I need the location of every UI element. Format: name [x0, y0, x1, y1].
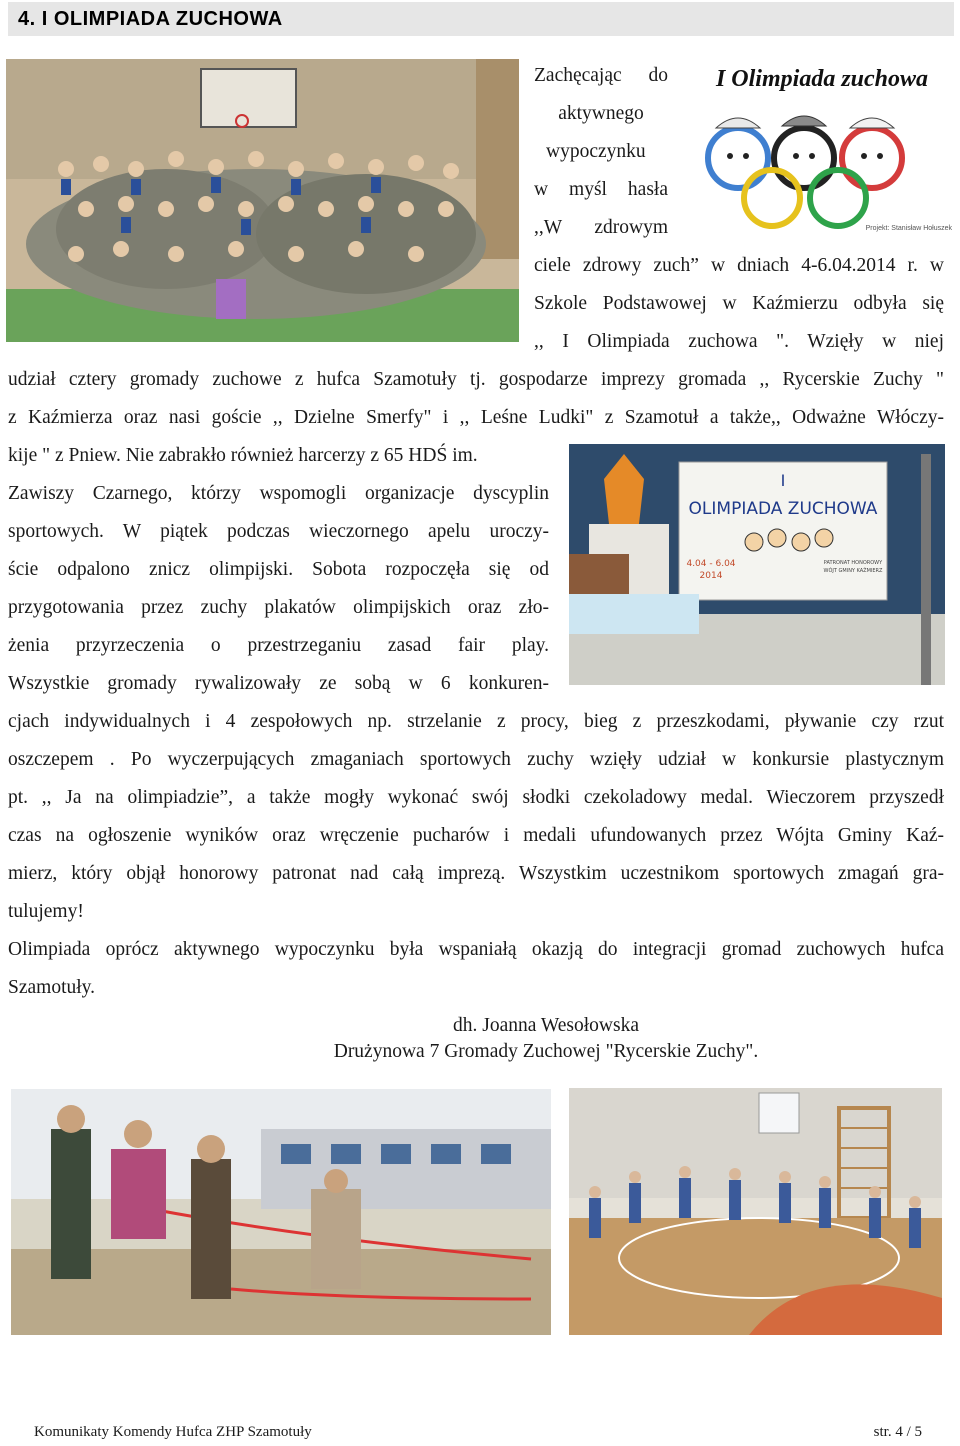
- text-line: Olimpiada oprócz aktywnego wypoczynku była wspaniałą okazją do integracji gromad zuchowych hufca: [8, 939, 944, 960]
- text-line: ście odpalono znicz olimpijski. Sobota rozpoczęła się od: [8, 559, 549, 580]
- text-line: kije " z Pniew. Nie zabrakło również harcerzy z 65 HDŚ im.: [8, 445, 478, 466]
- poster-patron-1: PATRONAT HONOROWY: [823, 560, 883, 566]
- poster-patron-2: WÓJT GMINY KAŹMIERZ: [823, 568, 883, 574]
- section-title: 4. I OLIMPIADA ZUCHOWA: [18, 8, 283, 30]
- paragraph-left-column: [8, 437, 549, 703]
- gym-photo: [569, 1088, 942, 1335]
- poster-dates-2: 2014: [699, 571, 723, 581]
- paragraph-full-2: [8, 703, 944, 1007]
- text-line: Szamotuły.: [8, 977, 96, 998]
- outdoor-photo: [11, 1089, 551, 1335]
- text-line: Zachęcając do: [534, 65, 668, 86]
- text-line: sportowych. W piątek podczas wieczornego apelu uroczy-: [8, 521, 549, 542]
- logo-credit: Projekt: Stanisław Hołuszek: [865, 225, 952, 232]
- signature-role: Drużynowa 7 Gromady Zuchowej "Rycerskie Zuchy".: [333, 1041, 759, 1062]
- text-line: aktywnego: [558, 103, 644, 124]
- text-line: ,, I Olimpiada zuchowa ". Wzięły w niej: [534, 331, 944, 352]
- poster-photo: [569, 444, 945, 685]
- logo-title: I Olimpiada zuchowa: [715, 66, 929, 92]
- text-line: w myśl hasła: [534, 179, 668, 200]
- text-line: Wszystkie gromady rywalizowały ze sobą w 6 konkuren-: [8, 673, 549, 694]
- group-photo: [6, 59, 519, 342]
- text-line: udział cztery gromady zuchowe z hufca Szamotuły tj. gospodarze imprezy gromada ,, Rycerskie Zuchy ": [8, 369, 944, 390]
- text-line: pt. ,, Ja na olimpiadzie”, a także mogły wykonać swój słodki czekoladowy medal. Wieczorem przyszedł: [8, 787, 944, 808]
- olympiad-logo: [686, 58, 958, 234]
- text-line: czas na ogłoszenie wyników oraz wręczenie pucharów i medali ufundowanych przez Wójta Gminy Kaź-: [8, 825, 944, 846]
- text-line: żenia przyrzeczenia o przestrzeganiu zasad fair play.: [8, 635, 549, 656]
- poster-dates-1: 4.04 - 6.04: [686, 559, 736, 569]
- page-number: str. 4 / 5: [873, 1424, 922, 1440]
- poster-line-1: I: [780, 471, 786, 490]
- text-line: z Kaźmierza oraz nasi goście ,, Dzielne Smerfy" i ,, Leśne Ludki" z Szamotuł a także,, Odważne Włóczy-: [8, 407, 944, 428]
- text-line: ciele zdrowy zuch” w dniach 4-6.04.2014 r. w: [534, 255, 944, 276]
- signature: [256, 1013, 836, 1065]
- poster-line-2: OLIMPIADA ZUCHOWA: [688, 499, 878, 519]
- section-header-bar: [8, 2, 954, 36]
- intro-column: [534, 57, 668, 247]
- text-line: ,,W zdrowym: [534, 217, 668, 238]
- text-line: cjach indywidualnych i 4 zespołowych np. strzelanie z procy, bieg z przeszkodami, pływanie czy rzut: [8, 711, 944, 732]
- paragraph-full-1: [8, 361, 944, 437]
- text-line: przygotowania przez zuchy plakatów olimpijskich oraz zło-: [8, 597, 549, 618]
- signature-name: dh. Joanna Wesołowska: [452, 1015, 639, 1036]
- text-line: wypoczynku: [546, 141, 646, 162]
- intro-continued: [534, 247, 944, 361]
- text-line: tulujemy!: [8, 901, 84, 922]
- footer-left: Komunikaty Komendy Hufca ZHP Szamotuły: [34, 1424, 312, 1440]
- text-line: Zawiszy Czarnego, którzy wspomogli organizacje dyscyplin: [8, 483, 549, 504]
- text-line: Szkole Podstawowej w Kaźmierzu odbyła się: [534, 293, 944, 314]
- text-line: oszczepem . Po wyczerpujących zmaganiach sportowych zuchy wzięły udział w konkursie plastycznym: [8, 749, 944, 770]
- text-line: mierz, który objął honorowy patronat nad całą imprezą. Wszystkim uczestnikom sportowych zmagań gra-: [8, 863, 944, 884]
